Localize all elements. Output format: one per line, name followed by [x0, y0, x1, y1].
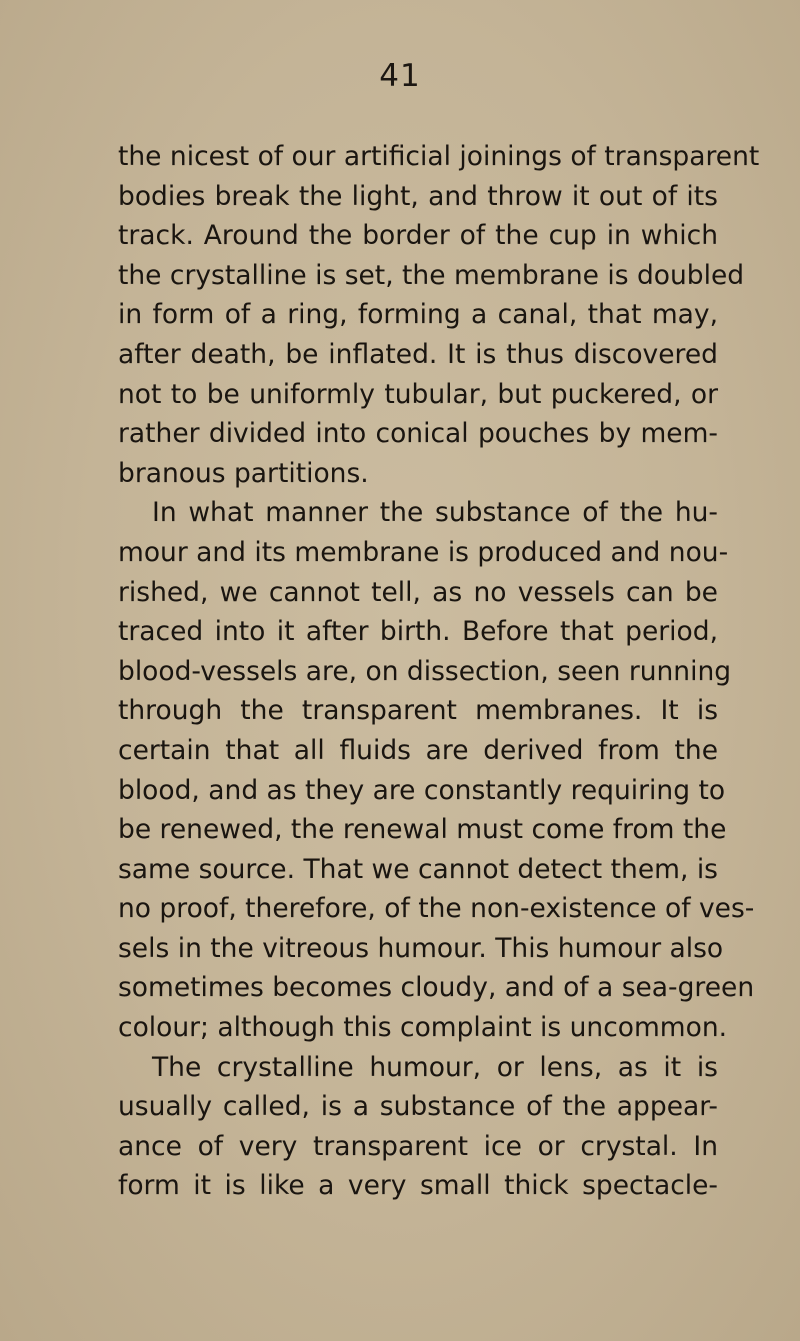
- text-line: traced into it after birth. Before that period,: [118, 616, 718, 648]
- text-line: rished, we cannot tell, as no vessels can be: [118, 576, 718, 608]
- text-line: ance of very transparent ice or crystal. In: [118, 1130, 718, 1162]
- text-line: same source. That we cannot detect them, is: [118, 853, 718, 885]
- text-line: no proof, therefore, of the non-existence of ves-: [118, 893, 755, 925]
- text-line: sometimes becomes cloudy, and of a sea-green: [118, 972, 755, 1004]
- text-line: branous partitions.: [118, 457, 369, 489]
- text-line: blood, and as they are constantly requiring to: [118, 774, 726, 806]
- text-line: In what manner the substance of the hu-: [152, 497, 718, 529]
- text-line: usually called, is a substance of the appear-: [118, 1091, 718, 1123]
- text-line: certain that all fluids are derived from the: [118, 734, 718, 766]
- text-line: blood-vessels are, on dissection, seen running: [118, 655, 732, 687]
- text-line: bodies break the light, and throw it out of its: [118, 180, 718, 212]
- text-line: be renewed, the renewal must come from the: [118, 814, 727, 846]
- page-number: 41: [379, 58, 421, 94]
- text-line: track. Around the border of the cup in which: [118, 220, 718, 252]
- text-line: the crystalline is set, the membrane is doubled: [118, 259, 745, 291]
- text-line: The crystalline humour, or lens, as it is: [152, 1051, 718, 1083]
- text-line: form it is like a very small thick spectacle-: [118, 1170, 718, 1202]
- text-line: colour; although this complaint is uncommon.: [118, 1012, 728, 1044]
- text-line: not to be uniformly tubular, but puckered, or: [118, 378, 718, 410]
- text-line: mour and its membrane is produced and nou-: [118, 536, 729, 568]
- text-line: through the transparent membranes. It is: [118, 695, 718, 727]
- text-line: the nicest of our artificial joinings of transparent: [118, 141, 760, 172]
- body-text: [118, 137, 760, 1206]
- text-line: rather divided into conical pouches by mem-: [118, 418, 718, 450]
- text-line: in form of a ring, forming a canal, that may,: [118, 299, 718, 331]
- text-line: after death, be inflated. It is thus discovered: [118, 338, 718, 370]
- text-line: sels in the vitreous humour. This humour also: [118, 932, 724, 964]
